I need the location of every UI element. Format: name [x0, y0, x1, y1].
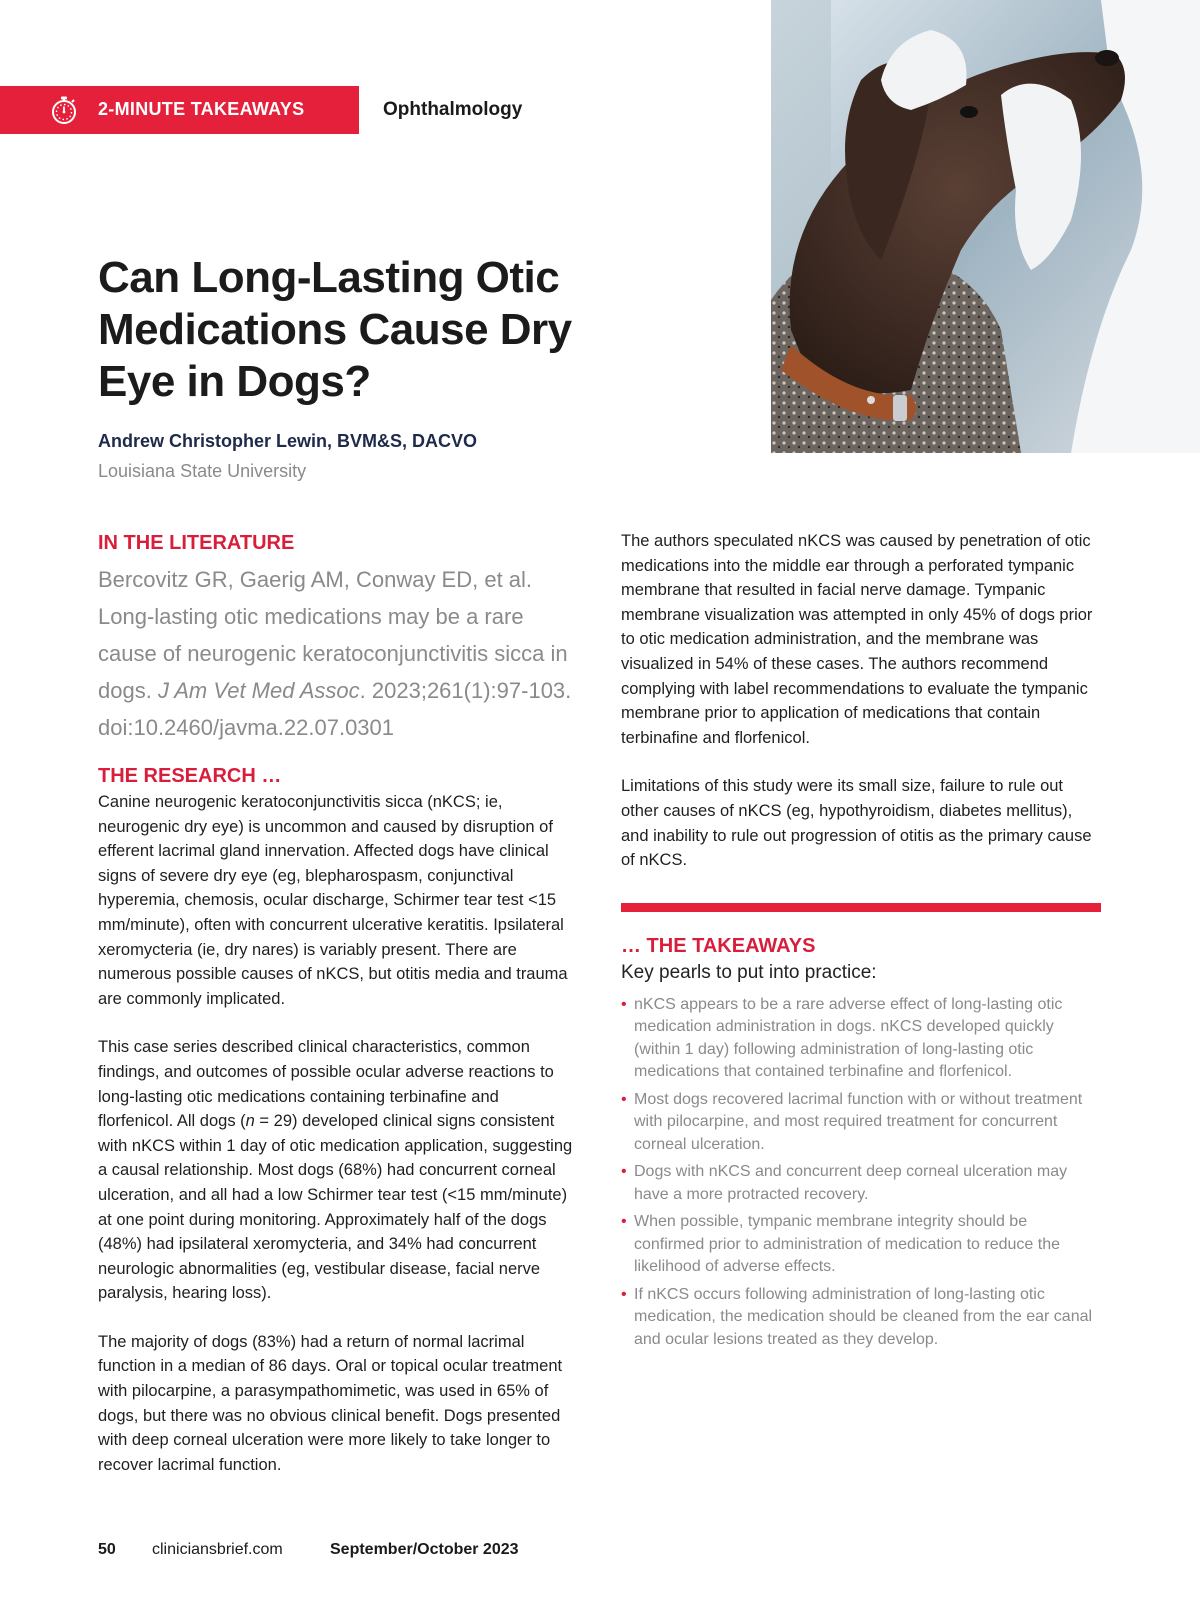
- takeaway-item: [621, 1211, 1101, 1279]
- sample-size-symbol: n: [245, 1112, 255, 1131]
- author-name: Andrew Christopher Lewin, BVM&S, DACVO: [98, 431, 478, 451]
- takeaways-list: [621, 994, 1101, 1352]
- bullet-icon: •: [621, 1090, 627, 1108]
- right-column: [621, 529, 1101, 1356]
- takeaway-text: nKCS appears to be a rare adverse effect of long-lasting otic medication administration in dogs. nKCS developed quickly (within 1 day) following administration of long-lasting otic medications that contained terbinafine and florfenicol.: [634, 995, 1063, 1081]
- research-paragraph-2-start: This case series described clinical characteristics, common findings, and outcomes of possible ocular adverse reactions to long-lasting otic medications containing terbinafine and florfenicol. All dogs (: [98, 1038, 554, 1131]
- literature-heading: IN THE LITERATURE: [98, 532, 295, 554]
- page-number: 50: [98, 1541, 116, 1558]
- banner-label: 2-MINUTE TAKEAWAYS: [98, 99, 305, 119]
- page-footer: [98, 1541, 519, 1559]
- takeaways-subheading: Key pearls to put into practice:: [621, 961, 877, 983]
- literature-citation: [98, 561, 578, 746]
- research-paragraph-5: Limitations of this study were its small size, failure to rule out other causes of nKCS (eg, hypothyroidism, diabetes mellitus), and inability to rule out progression of otitis as the primary cause of nKCS.: [621, 777, 1092, 870]
- article-title: Can Long-Lasting Otic Medications Cause Dry Eye in Dogs?: [98, 253, 572, 406]
- site-link[interactable]: cliniciansbrief.com: [152, 1541, 283, 1558]
- takeaway-text: When possible, tympanic membrane integrity should be confirmed prior to administration of medication to reduce the likelihood of adverse effects.: [634, 1213, 1060, 1276]
- dog-exam-illustration: [771, 0, 1200, 453]
- takeaway-item: [621, 994, 1101, 1084]
- research-paragraph-2-end: = 29) developed clinical signs consistent with nKCS within 1 day of otic medication application, suggesting a causal relationship. Most dogs (68%) had concurrent corneal ulceration, and all had a low Schirmer tear test (<15 mm/minute) at one point during monitoring. Approximately half of the dogs (48%) had ipsilateral xeromycteria, and 34% had concurrent neurologic abnormalities (eg, vestibular disease, facial nerve paralysis, hearing loss).: [98, 1112, 573, 1303]
- takeaway-text: If nKCS occurs following administration of long-lasting otic medication, the medication should be cleaned from the ear canal and ocular lesions treated as they develop.: [634, 1285, 1093, 1348]
- bullet-icon: •: [621, 1163, 627, 1181]
- issue-date: September/October 2023: [330, 1541, 519, 1558]
- takeaway-text: Dogs with nKCS and concurrent deep corneal ulceration may have a more protracted recovery.: [634, 1163, 1068, 1203]
- takeaway-item: [621, 1161, 1101, 1206]
- research-heading: THE RESEARCH …: [98, 765, 282, 787]
- article-photo: [771, 0, 1200, 453]
- research-paragraph-3: The majority of dogs (83%) had a return of normal lacrimal function in a median of 86 days. Oral or topical ocular treatment with pilocarpine, a parasympathomimetic, was used in 65% of dogs, but there was no obvious clinical benefit. Dogs presented with deep corneal ulceration were more likely to take longer to recover lacrimal function.: [98, 1332, 563, 1474]
- citation-main: Bercovitz GR, Gaerig AM, Conway ED, et al. Long-lasting otic medications may be a rare cause of neurogenic keratoconjunctivitis sicca in dogs.: [98, 567, 568, 703]
- takeaways-heading: … THE TAKEAWAYS: [621, 934, 816, 957]
- section-label: Ophthalmology: [383, 99, 523, 120]
- bullet-icon: •: [621, 1213, 627, 1231]
- takeaway-item: [621, 1089, 1101, 1157]
- takeaway-item: [621, 1284, 1101, 1352]
- citation-tail: . 2023;261(1):97-103. doi:10.2460/javma.22.07.0301: [98, 678, 572, 740]
- section-banner: [0, 86, 359, 134]
- bullet-icon: •: [621, 1285, 627, 1303]
- left-column: [98, 529, 578, 1501]
- stopwatch-icon: [48, 94, 80, 126]
- takeaway-text: Most dogs recovered lacrimal function with or without treatment with pilocarpine, and most required treatment for concurrent corneal ulceration.: [634, 1090, 1083, 1153]
- research-paragraph-4: The authors speculated nKCS was caused by penetration of otic medications into the middle ear through a perforated tympanic membrane that resulted in facial nerve damage. Tympanic membrane visualization was attempted in only 45% of dogs prior to otic medication administration, and the membrane was visualized in 54% of these cases. The authors recommend complying with label recommendations to evaluate the tympanic membrane prior to application of medications that contain terbinafine and florfenicol.: [621, 532, 1093, 747]
- takeaways-divider: [621, 903, 1101, 912]
- research-paragraph-1: Canine neurogenic keratoconjunctivitis sicca (nKCS; ie, neurogenic dry eye) is uncommon and caused by disruption of efferent lacrimal gland innervation. Affected dogs have clinical signs of severe dry eye (eg, blepharospasm, conjunctival hyperemia, chemosis, ocular discharge, Schirmer tear test <15 mm/minute), often with concurrent ulcerative keratitis. Ipsilateral xeromycteria (ie, dry nares) is variably present. There are numerous possible causes of nKCS, but otitis media and trauma are commonly implicated.: [98, 793, 568, 1008]
- bullet-icon: •: [621, 995, 627, 1013]
- citation-journal: J Am Vet Med Assoc: [157, 678, 360, 703]
- research-paragraph-2: [98, 1035, 578, 1306]
- author-affiliation: Louisiana State University: [98, 461, 307, 481]
